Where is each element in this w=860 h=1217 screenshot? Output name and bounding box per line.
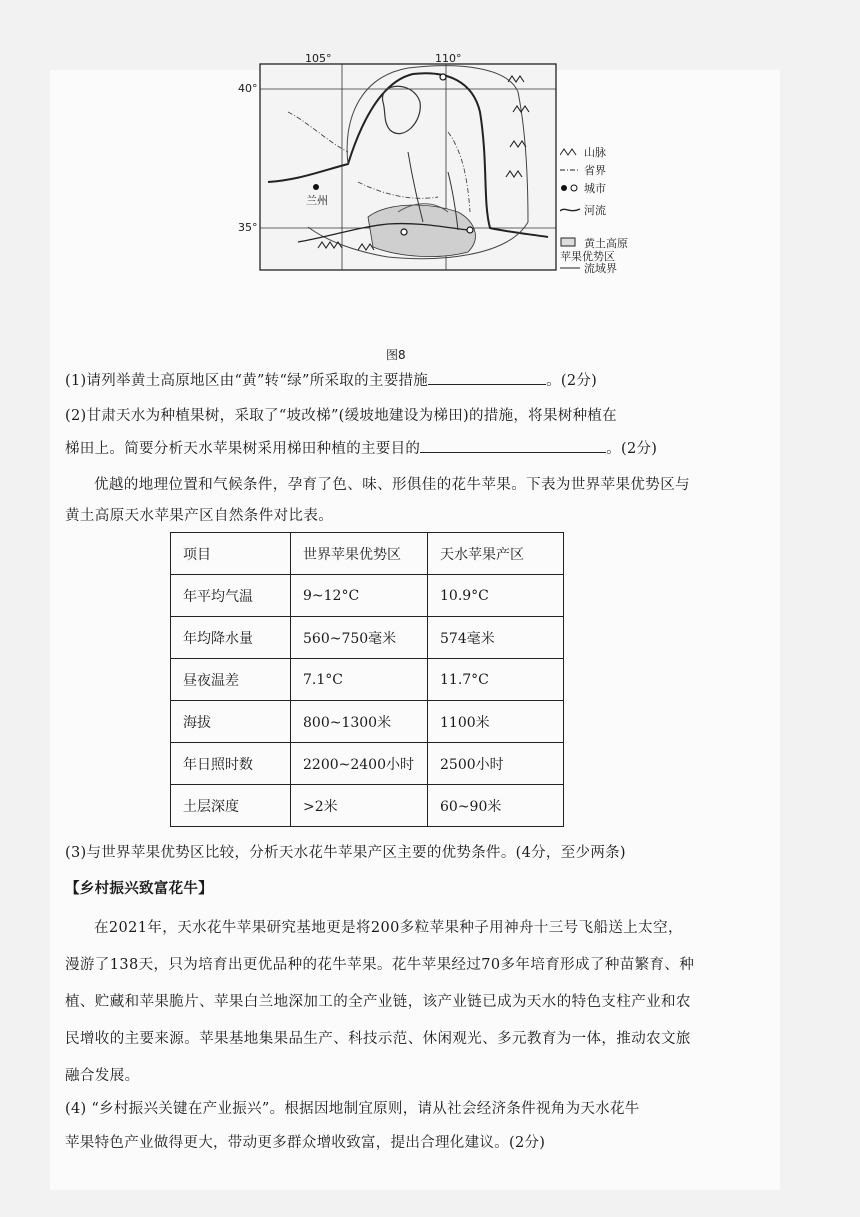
- question-2-score: 。(2分): [606, 441, 658, 457]
- province-boundary-icon: [560, 164, 582, 177]
- question-4-line-1: (4) “乡村振兴关键在产业振兴”。根据因地制宜原则，请从社会经济条件视角为天水花牛: [65, 1101, 640, 1117]
- apple-zone-icon: [560, 237, 582, 250]
- table-cell: 11.7°C: [428, 659, 564, 701]
- table-cell: 10.9°C: [428, 575, 564, 617]
- table-cell: 2500小时: [428, 743, 564, 785]
- lon-label-110: 110°: [435, 52, 462, 65]
- question-1: [65, 368, 597, 394]
- table-row: [171, 701, 564, 743]
- table-header-cell: 世界苹果优势区: [291, 533, 428, 575]
- table-cell: 2200~2400小时: [291, 743, 428, 785]
- mountain-icon: [560, 146, 582, 159]
- table-row: [171, 743, 564, 785]
- question-4-line-2: 苹果特色产业做得更大，带动更多群众增收致富，提出合理化建议。(2分): [65, 1135, 546, 1151]
- table-cell: >2米: [291, 785, 428, 827]
- table-cell: 574毫米: [428, 617, 564, 659]
- question-1-score: 。(2分): [546, 373, 598, 389]
- legend-province-boundary: 省界: [560, 162, 606, 178]
- legend-watershed: 流域界: [560, 260, 617, 276]
- table-cell: 年均降水量: [171, 617, 291, 659]
- table-cell: 昼夜温差: [171, 659, 291, 701]
- intro-paragraph: 优越的地理位置和气候条件，孕育了色、味、形俱佳的花牛苹果。下表为世界苹果优势区与黄土高原天水苹果产区自然条件对比表。: [65, 477, 690, 524]
- lat-label-40: 40°: [238, 82, 258, 95]
- table-header-row: [171, 533, 564, 575]
- legend-river: 河流: [560, 202, 606, 218]
- legend-apple-zone: 黄土高原 苹果优势区: [560, 237, 628, 263]
- river-icon: [560, 204, 582, 217]
- comparison-table: [170, 532, 564, 827]
- answer-blank-1[interactable]: [428, 370, 546, 385]
- table-cell: 土层深度: [171, 785, 291, 827]
- table-cell: 海拔: [171, 701, 291, 743]
- question-1-text: (1)请列举黄土高原地区由“黄”转“绿”所采取的主要措施: [65, 373, 429, 389]
- table-row: [171, 617, 564, 659]
- table-cell: 800~1300米: [291, 701, 428, 743]
- table-header-cell: 天水苹果产区: [428, 533, 564, 575]
- map-figure: [208, 52, 628, 288]
- table-cell: 9~12°C: [291, 575, 428, 617]
- city-icon: [560, 182, 582, 195]
- legend-mountain: 山脉: [560, 144, 606, 160]
- legend-city: 城市: [560, 180, 606, 196]
- table-row: [171, 785, 564, 827]
- story-paragraph: 在2021年，天水花牛苹果研究基地更是将200多粒苹果种子用神舟十三号飞船送上太空，漫游了138天，只为培育出更优品种的花牛苹果。花牛苹果经过70多年培育形成了种苗繁育、种植、贮藏和苹果脆片、苹果白兰地深加工的全产业链，该产业链已成为天水的特色支柱产业和农民增收的主要来源。苹果基地集果品生产、科技示范、休闲观光、多元教育为一体，推动农文旅融合发展。: [65, 920, 695, 1084]
- question-2-line-1: (2)甘肃天水为种植果树，采取了“坡改梯”(缓坡地建设为梯田)的措施，将果树种植在: [65, 408, 617, 424]
- question-3: (3)与世界苹果优势区比较，分析天水花牛苹果产区主要的优势条件。(4分，至少两条): [65, 845, 626, 861]
- table-row: [171, 575, 564, 617]
- figure-caption: 图8: [386, 348, 406, 362]
- table-cell: 60~90米: [428, 785, 564, 827]
- watershed-boundary-icon: [560, 262, 582, 275]
- question-2-text: 梯田上。简要分析天水苹果树采用梯田种植的主要目的: [65, 441, 421, 457]
- lon-label-105: 105°: [305, 52, 332, 65]
- city-label-lanzhou: 兰州: [306, 194, 328, 207]
- section-title: 【乡村振兴致富花牛】: [65, 881, 213, 897]
- table-cell: 1100米: [428, 701, 564, 743]
- lat-label-35: 35°: [238, 221, 258, 234]
- table-cell: 7.1°C: [291, 659, 428, 701]
- table-header-cell: 项目: [171, 533, 291, 575]
- question-2-line-2: [65, 436, 657, 462]
- table-cell: 年日照时数: [171, 743, 291, 785]
- table-cell: 年平均气温: [171, 575, 291, 617]
- map-legend: [560, 144, 630, 284]
- table-row: [171, 659, 564, 701]
- table-cell: 560~750毫米: [291, 617, 428, 659]
- answer-blank-2[interactable]: [420, 438, 606, 453]
